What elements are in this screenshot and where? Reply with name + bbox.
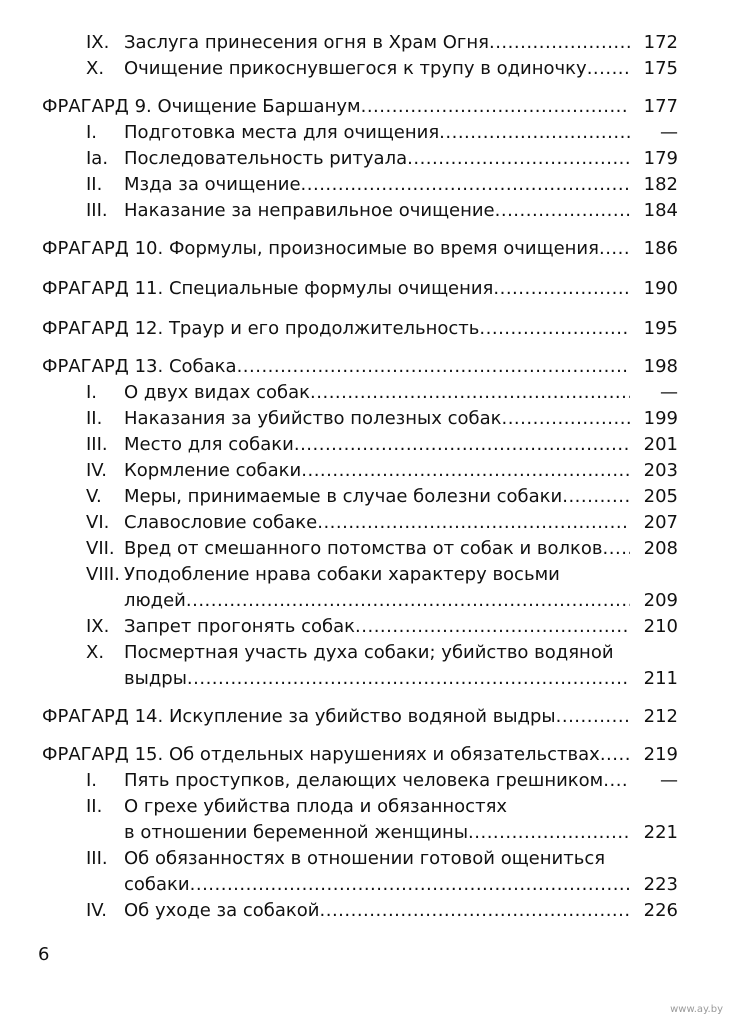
toc-page-number: 208 [643,538,678,559]
toc-entry-title: Запрет прогонять собак [124,616,356,637]
toc-entry-continuation [0,820,731,846]
toc-entry-title: ФРАГАРД 15. Об отдельных нарушениях и обязательствах [42,744,600,765]
toc-dot-leader [495,198,630,224]
toc-section-number: Ia. [86,148,109,169]
toc-dot-leader [603,768,630,794]
toc-entry-title: О двух видах собак [124,382,311,403]
toc-section-entry [0,536,731,562]
toc-section-number: IV. [86,460,108,481]
toc-entry-title: Посмертная участь духа собаки; убийство водяной [124,642,614,663]
toc-section-entry [0,56,731,82]
toc-section-number: V. [86,486,102,507]
toc-entry-title: ФРАГАРД 10. Формулы, произносимые во время очищения [42,238,599,259]
toc-chapter-entry [0,704,731,730]
toc-entry-title-continuation: собаки [124,874,190,895]
toc-section-entry [0,846,731,872]
toc-entry-title: Место для собаки [124,434,294,455]
toc-section-number: IV. [86,900,108,921]
toc-section-entry [0,640,731,666]
toc-dot-leader [489,30,630,56]
toc-dot-leader [310,380,630,406]
toc-page-number: 186 [643,238,678,259]
toc-dot-leader [320,898,631,924]
toc-page-number: — [660,770,678,791]
toc-chapter-entry [0,94,731,120]
toc-dot-leader [301,458,630,484]
toc-entry-title: Наказания за убийство полезных собак [124,408,502,429]
toc-page-number: 203 [643,460,678,481]
toc-page-number: 184 [643,200,678,221]
toc-section-number: I. [86,382,98,403]
toc-dot-leader [407,146,630,172]
toc-entry-title: Наказание за неправильное очищение [124,200,495,221]
toc-dot-leader [294,432,630,458]
watermark: www.ay.by [670,1004,723,1015]
toc-section-entry [0,406,731,432]
toc-entry-title: О грехе убийства плода и обязанностях [124,796,508,817]
toc-entry-title: ФРАГАРД 12. Траур и его продолжительность [42,318,480,339]
toc-section-entry [0,380,731,406]
toc-page-number: 195 [643,318,678,339]
toc-page-number: 212 [643,706,678,727]
toc-dot-leader [237,354,630,380]
toc-entry-title-continuation: людей [124,590,186,611]
toc-section-number: III. [86,434,108,455]
toc-entry-title: ФРАГАРД 11. Специальные формулы очищения [42,278,494,299]
toc-section-number: IX. [86,616,110,637]
toc-entry-continuation [0,872,731,898]
toc-dot-leader [501,406,630,432]
toc-dot-leader [355,614,630,640]
toc-page-number: 209 [643,590,678,611]
toc-entry-title: Очищение прикоснувшегося к трупу в одиночку [124,58,587,79]
toc-page-number: 221 [643,822,678,843]
toc-dot-leader [599,236,630,262]
toc-page-number: 223 [643,874,678,895]
toc-page-number: 172 [643,32,678,53]
toc-dot-leader [587,56,630,82]
toc-entry-title: ФРАГАРД 9. Очищение Баршанум [42,96,361,117]
toc-page-number: 211 [643,668,678,689]
toc-section-number: IX. [86,32,110,53]
toc-section-number: III. [86,848,108,869]
toc-entry-title: Подготовка места для очищения [124,122,440,143]
toc-page-number: 198 [643,356,678,377]
toc-section-entry [0,30,731,56]
toc-section-number: I. [86,770,98,791]
toc-chapter-entry [0,742,731,768]
toc-chapter-entry [0,236,731,262]
toc-entry-title: Славословие собаке [124,512,318,533]
toc-entry-title: Заслуга принесения огня в Храм Огня [124,32,489,53]
toc-dot-leader [187,666,630,692]
toc-dot-leader [493,276,630,302]
toc-page-number: 205 [643,486,678,507]
toc-section-entry [0,432,731,458]
toc-page-number: 226 [643,900,678,921]
toc-entry-title: Об уходе за собакой [124,900,320,921]
toc-dot-leader [556,704,630,730]
toc-section-number: VI. [86,512,110,533]
toc-entry-continuation [0,588,731,614]
toc-entry-title: Уподобление нрава собаки характеру восьми [124,564,560,585]
toc-dot-leader [468,820,630,846]
toc-page-number: 177 [643,96,678,117]
toc-section-entry [0,484,731,510]
toc-dot-leader [603,536,630,562]
toc-dot-leader [301,172,630,198]
toc-entry-title: Об обязанностях в отношении готовой ощениться [124,848,606,869]
toc-entry-title: Кормление собаки [124,460,302,481]
toc-chapter-entry [0,316,731,342]
toc-page-number: 201 [643,434,678,455]
toc-chapter-entry [0,354,731,380]
toc-page-number: — [660,122,678,143]
toc-page-number: 207 [643,512,678,533]
toc-section-number: I. [86,122,98,143]
toc-entry-title: Меры, принимаемые в случае болезни собаки [124,486,563,507]
toc-entry-title-continuation: выдры [124,668,187,689]
toc-section-number: III. [86,200,108,221]
toc-entry-title: ФРАГАРД 13. Собака [42,356,237,377]
toc-dot-leader [479,316,630,342]
toc-entry-title: Пять проступков, делающих человека грешником [124,770,604,791]
toc-page-number: 182 [643,174,678,195]
toc-entry-title-continuation: в отношении беременной женщины [124,822,469,843]
toc-dot-leader [186,588,630,614]
toc-page-number: 219 [643,744,678,765]
toc-dot-leader [190,872,630,898]
toc-section-entry [0,794,731,820]
toc-section-number: II. [86,408,103,429]
toc-section-number: VII. [86,538,115,559]
toc-dot-leader [317,510,630,536]
toc-dot-leader [562,484,630,510]
toc-section-number: X. [86,58,105,79]
toc-page-number: 210 [643,616,678,637]
toc-entry-title: ФРАГАРД 14. Искупление за убийство водяной выдры [42,706,556,727]
toc-dot-leader [361,94,630,120]
page-number: 6 [38,944,50,965]
toc-section-entry [0,198,731,224]
toc-page-number: 190 [643,278,678,299]
toc-section-entry [0,510,731,536]
toc-section-number: VIII. [86,564,120,585]
toc-chapter-entry [0,276,731,302]
toc-section-entry [0,458,731,484]
toc-page-number: — [660,382,678,403]
toc-section-entry [0,146,731,172]
toc-entry-title: Вред от смешанного потомства от собак и волков [124,538,603,559]
toc-section-number: X. [86,642,105,663]
toc-entry-title: Мзда за очищение [124,174,301,195]
toc-section-entry [0,768,731,794]
toc-entry-title: Последовательность ритуала [124,148,408,169]
toc-section-entry [0,614,731,640]
toc-section-number: II. [86,796,103,817]
toc-page-number: 175 [643,58,678,79]
toc-section-entry [0,120,731,146]
toc-dot-leader [600,742,630,768]
toc-page-number: 199 [643,408,678,429]
toc-entry-continuation [0,666,731,692]
toc-section-number: II. [86,174,103,195]
toc-section-entry [0,562,731,588]
toc-section-entry [0,172,731,198]
toc-section-entry [0,898,731,924]
toc-dot-leader [439,120,630,146]
toc-page-number: 179 [643,148,678,169]
